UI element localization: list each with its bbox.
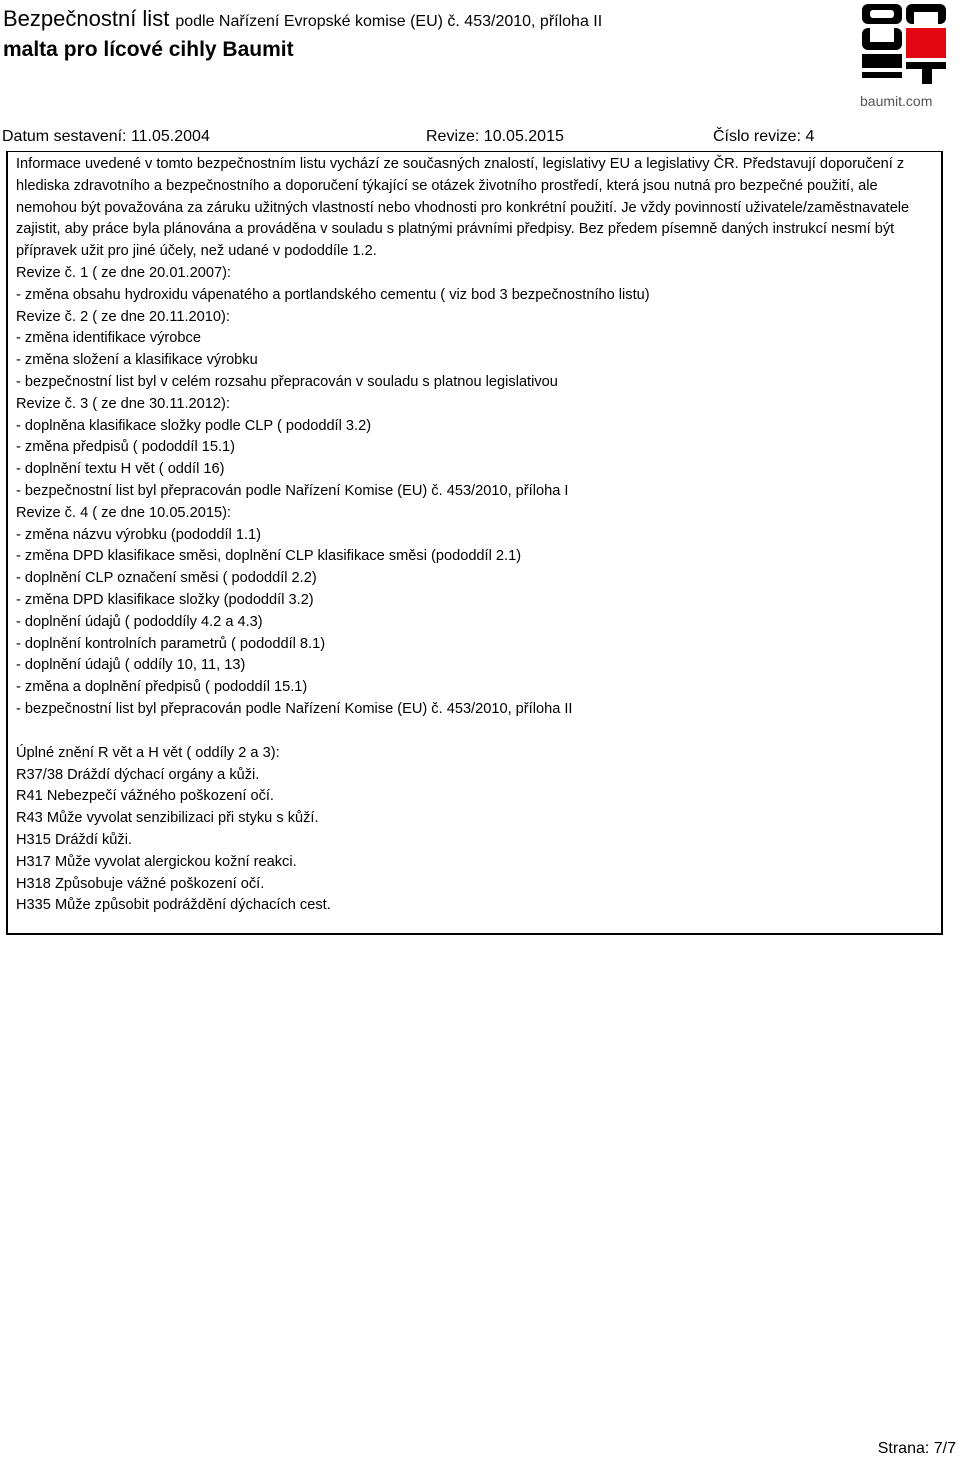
revision-line: Revize č. 4 ( ze dne 10.05.2015): [16, 504, 231, 521]
spacer [16, 721, 935, 743]
revision-line: - změna názvu výrobku (pododdíl 1.1) [16, 526, 261, 543]
phrase-list [16, 765, 935, 918]
revision-line: - změna složení a klasifikace výrobku [16, 352, 258, 369]
revision-line: - doplněna klasifikace složky podle CLP ( pododdíl 3.2) [16, 417, 372, 434]
phrase-line: H335 Může způsobit podráždění dýchacích cest. [16, 897, 331, 914]
baumit-logo-svg [860, 2, 948, 86]
intro-paragraph: Informace uvedené v tomto bezpečnostním listu vychází ze současných znalostí, legislativy EU a legislativy ČR. Představují doporučení z hlediska zdravotního a bezpečnostního a doporučení týkající se otázek životního prostředí, která jsou nutná pro bezpečné použití, ale nemohou být považována za záruku užitných vlastností nebo vhodnosti pro konkrétní použití. Je vždy povinností uživatele/zaměstnavatele zajistit, aby práce byla plánována a prováděna v souladu s platnými právními předpisy. Bez předem písemně daných instrukcí nesmí být přípravek užit pro jiné účely, než udané v pododdíle 1.2. [16, 156, 910, 260]
revision-line: - změna DPD klasifikace složky (pododdíl 3.2) [16, 591, 314, 608]
revision-line: - doplnění CLP označení směsi ( pododdíl 2.2) [16, 570, 317, 587]
page-number: Strana: 7/7 [877, 1440, 956, 1457]
revision-line: - doplnění textu H vět ( oddíl 16) [16, 461, 225, 478]
revision-line: - změna předpisů ( pododdíl 15.1) [16, 439, 236, 456]
revision-line: Revize č. 3 ( ze dne 30.11.2012): [16, 395, 230, 412]
revision-line: - doplnění kontrolních parametrů ( pododdíl 8.1) [16, 635, 326, 652]
revision-line: - změna obsahu hydroxidu vápenatého a portlandského cementu ( viz bod 3 bezpečnostního listu) [16, 286, 650, 303]
revision-line: - bezpečnostní list byl přepracován podle Nařízení Komise (EU) č. 453/2010, příloha II [16, 700, 573, 717]
baumit-logo-icon [860, 2, 948, 86]
title-text: Bezpečnostní list [3, 6, 170, 31]
revision-line: Revize č. 2 ( ze dne 20.11.2010): [16, 308, 230, 325]
compiled-date: Datum sestavení: 11.05.2004 [2, 128, 210, 145]
revision-line: - doplnění údajů ( pododdíly 4.2 a 4.3) [16, 613, 263, 630]
revision-line: - doplnění údajů ( oddíly 10, 11, 13) [16, 657, 246, 674]
phrase-line: R41 Nebezpečí vážného poškození očí. [16, 788, 274, 805]
revision-line: - změna identifikace výrobce [16, 330, 201, 347]
product-name: malta pro lícové cihly Baumit [3, 38, 294, 61]
revision-line: Revize č. 1 ( ze dne 20.01.2007): [16, 264, 231, 281]
revision-line: - bezpečnostní list byl v celém rozsahu přepracován v souladu s platnou legislativou [16, 373, 558, 390]
phrase-line: R43 Může vyvolat senzibilizaci při styku s kůží. [16, 810, 319, 827]
revision-number: Číslo revize: 4 [713, 128, 815, 145]
revision-date: Revize: 10.05.2015 [426, 128, 564, 145]
phrase-line: H317 Může vyvolat alergickou kožní reakci. [16, 853, 297, 870]
revision-list [16, 263, 935, 721]
phrases-heading: Úplné znění R vět a H vět ( oddíly 2 a 3): [16, 744, 280, 761]
content-box [6, 151, 943, 935]
meta-row [0, 128, 960, 148]
revision-line: - změna a doplnění předpisů ( pododdíl 15.1) [16, 679, 308, 696]
document-title [3, 6, 602, 32]
regulation-text: podle Nařízení Evropské komise (EU) č. 453/2010, příloha II [175, 13, 603, 30]
phrase-line: R37/38 Dráždí dýchací orgány a kůži. [16, 766, 260, 783]
logo-url: baumit.com [860, 93, 933, 109]
phrase-line: H315 Dráždí kůži. [16, 831, 132, 848]
revision-line: - bezpečnostní list byl přepracován podle Nařízení Komise (EU) č. 453/2010, příloha I [16, 482, 569, 499]
revision-line: - změna DPD klasifikace směsi, doplnění CLP klasifikace směsi (pododdíl 2.1) [16, 548, 522, 565]
phrase-line: H318 Způsobuje vážné poškození očí. [16, 875, 265, 892]
